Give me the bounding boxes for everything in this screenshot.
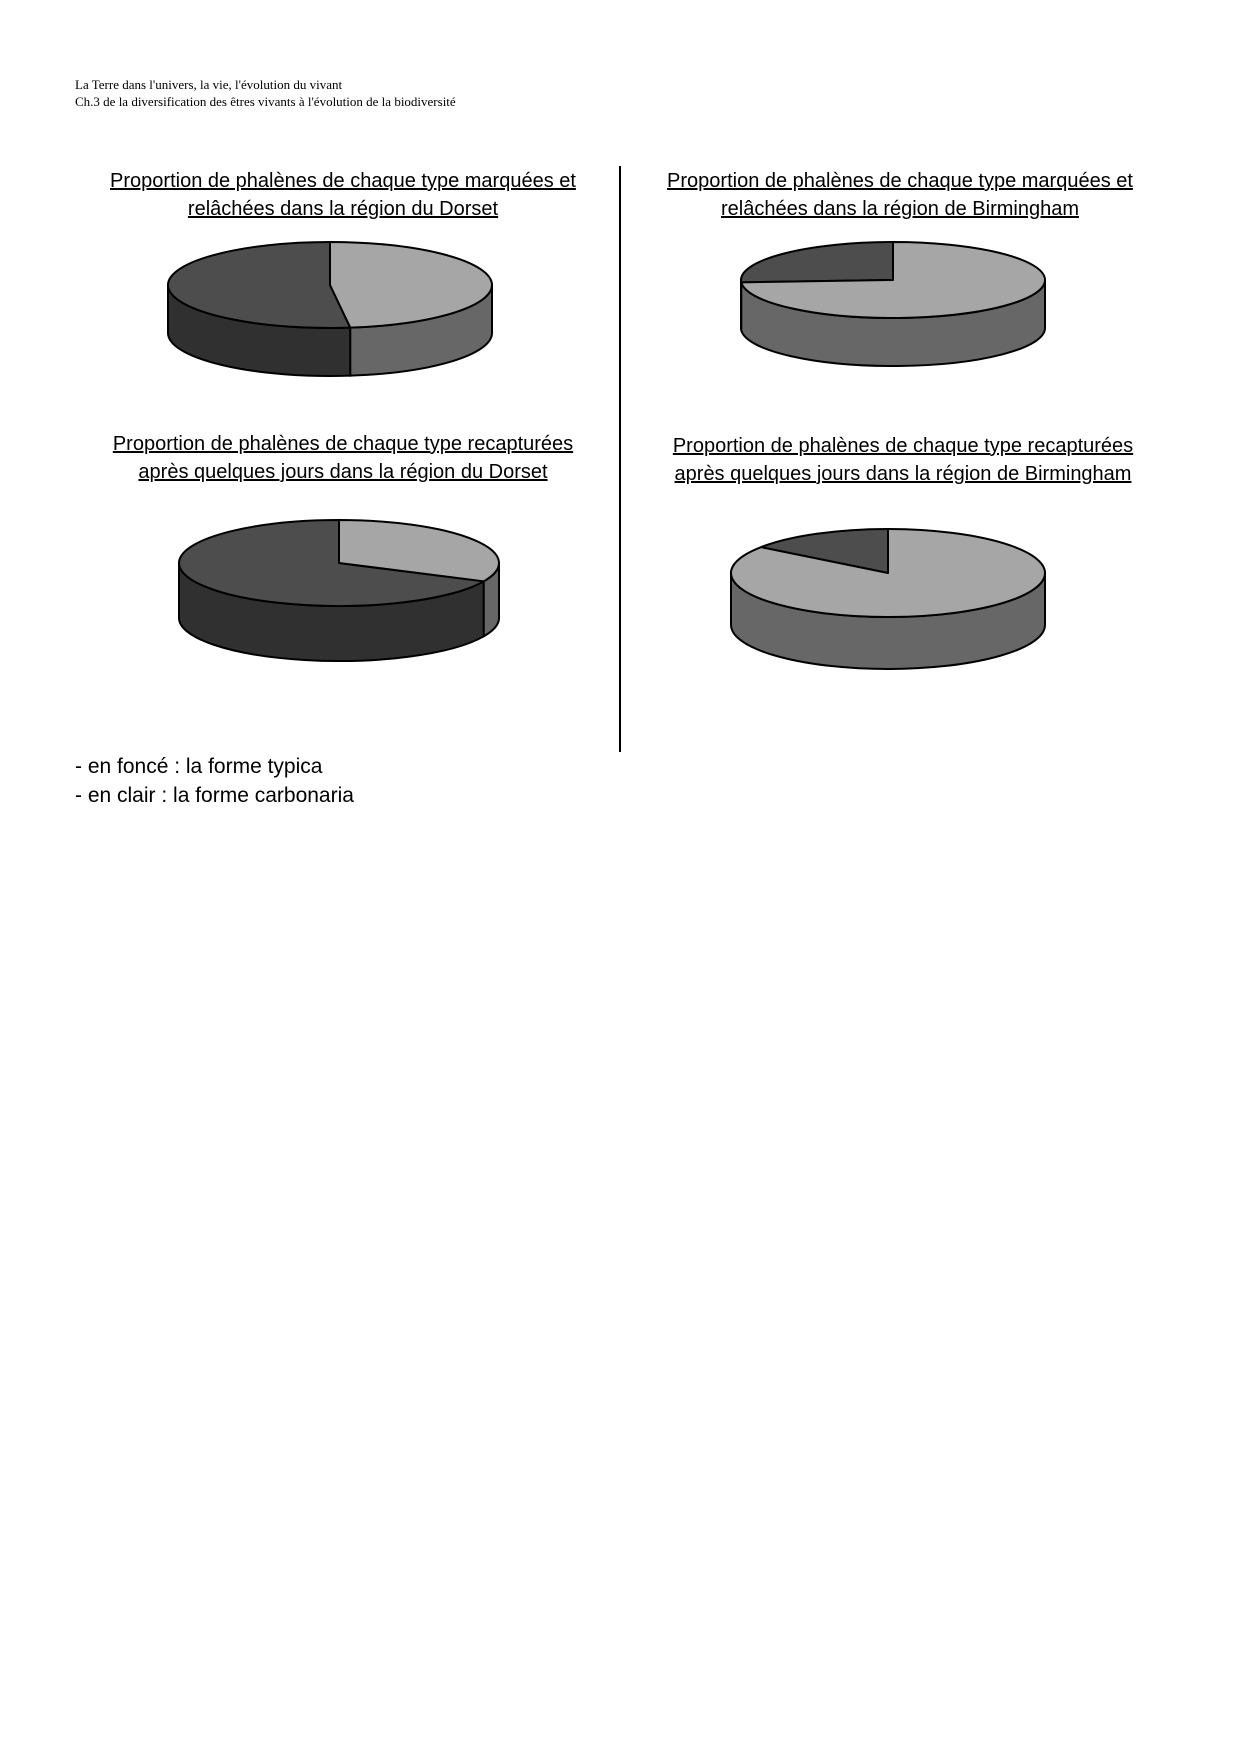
pie-slice-dark [741,242,893,282]
chart-title-line: après quelques jours dans la région du Dorset [138,461,548,483]
chart-title-line: après quelques jours dans la région de Birmingham [674,463,1132,485]
chart-title-line: Proportion de phalènes de chaque type recapturées [112,433,574,455]
chart-title-birmingham-released [640,167,1160,223]
chart-title-line: Proportion de phalènes de chaque type recapturées [672,435,1134,457]
header-line-1: La Terre dans l'univers, la vie, l'évolution du vivant [75,77,343,92]
chart-title-dorset-released [83,167,603,223]
legend-dark: - en foncé : la forme typica [75,755,323,778]
chart-title-line: Proportion de phalènes de chaque type marquées et [110,170,576,192]
header-line-2: Ch.3 de la diversification des êtres vivants à l'évolution de la biodiversité [75,94,456,109]
legend-light: - en clair : la forme carbonaria [75,784,354,807]
page-header [75,76,456,110]
pie-chart-dorset-recaptured [176,515,516,685]
chart-title-line: Proportion de phalènes de chaque type marquées et [667,170,1133,192]
chart-title-line: relâchées dans la région de Birmingham [721,198,1079,220]
column-divider [619,166,621,752]
pie-chart-birmingham-recaptured [728,525,1058,685]
pie-chart-dorset-released [165,240,505,400]
chart-title-line: relâchées dans la région du Dorset [187,198,499,220]
pie-chart-birmingham-released [738,240,1058,400]
chart-title-dorset-recaptured [83,430,603,486]
chart-title-birmingham-recaptured [643,432,1163,488]
legend [75,752,354,810]
